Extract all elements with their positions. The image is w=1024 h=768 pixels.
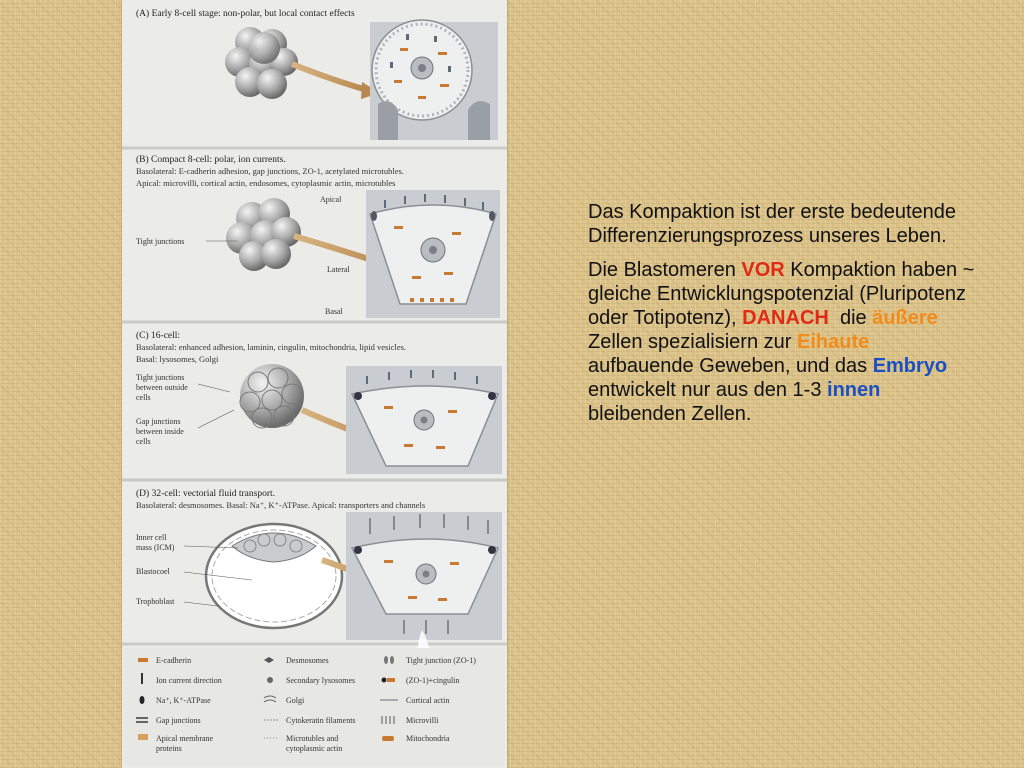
label-apical: Apical [320,195,342,204]
panel-b-basolateral: Basolateral: E-cadherin adhesion, gap junctions, ZO-1, acetylated microtubles. [136,166,404,176]
text-segment: Zellen spezialisiern zur [588,331,797,353]
text-segment: die [828,307,873,329]
arrow-icon [292,64,367,90]
highlight-eihaute: Eihaute [796,331,870,353]
legend-item: E-cadherin [156,656,192,665]
compaction-diagram [122,0,507,768]
legend-item: Golgi [286,696,305,705]
explanation-text [588,200,978,436]
legend-item: (ZO-1)+cingulin [406,676,460,685]
label-tight-junctions-c: Tight junctions [136,373,185,382]
cell-detail-c [346,366,502,474]
apical-protein-icon [138,734,148,740]
panel-d-basolateral: Basolateral: desmosomes. Basal: Na⁺, K⁺-ATPase. Apical: transporters and channels [136,500,426,510]
legend-item: Tight junction (ZO-1) [406,656,476,665]
blastocyst [206,524,342,628]
legend-item: Cortical actin [406,696,450,705]
label-trophoblast: Trophoblast [136,597,175,606]
lysosome-icon [267,677,273,683]
label-tight-junctions: Tight junctions [136,237,185,246]
text-segment: Die Blastomeren [588,259,742,281]
cell-detail-b [366,190,500,318]
embryo-8cell-sphere [225,27,298,99]
label-between-inside: between inside [136,427,184,436]
panel-d-title: (D) 32-cell: vectorial fluid transport. [136,489,276,499]
cingulin-icon [382,678,387,683]
text-segment: entwickelt nur aus den 1-3 [588,379,828,401]
label-inner-cell: Inner cell [136,533,167,542]
tight-junction-icon [384,656,388,664]
label-cells-outside: cells [136,393,151,402]
legend-item: Microvilli [406,716,439,725]
legend [124,648,505,766]
label-cells-inside: cells [136,437,151,446]
legend-item: Ion current direction [156,676,222,685]
cell-detail-a [370,20,498,140]
panel-c [136,330,502,474]
highlight-vor: VOR [741,259,785,281]
panel-a [136,8,498,140]
cell-detail-d [346,512,502,640]
text-segment: bleibenden Zellen. [588,403,752,425]
highlight-innen: innen [827,379,881,401]
label-icm: mass (ICM) [136,543,175,552]
label-lateral: Lateral [327,265,350,274]
label-between-outside: between outside [136,383,188,392]
legend-item: Gap junctions [156,716,201,725]
panel-b [136,154,500,318]
legend-item: cytoplasmic actin [286,744,343,753]
panel-c-basolateral: Basolateral: enhanced adhesion, laminin, cingulin, mitochondria, lipid vesicles. [136,342,407,352]
highlight-aeussere: äußere [872,307,938,329]
highlight-danach: DANACH [742,307,829,329]
panel-b-apical: Apical: microvilli, cortical actin, endosomes, cytoplasmic actin, microtubles [136,178,396,188]
label-basal: Basal [325,307,343,316]
mitochondria-icon [382,736,394,741]
legend-item: Microtubles and [286,734,339,743]
legend-item: Cytokeratin filaments [286,716,356,725]
legend-item: Desmosomes [286,656,329,665]
atpase-icon [140,696,145,704]
label-gap-junctions: Gap junctions [136,417,181,426]
legend-item: Secondary lysosomes [286,676,356,685]
text-segment: aufbauende Geweben, und das [588,355,873,377]
legend-item: Na⁺, K⁺-ATPase [156,696,211,705]
panel-c-basal: Basal: lysosomes, Golgi [136,354,219,364]
paragraph-1: Das Kompaktion ist der erste bedeutende Differenzierungsprozess unseres Leben. [588,201,956,247]
e-cadherin-icon [138,658,148,662]
embryo-16cell [240,364,304,428]
panel-b-title: (B) Compact 8-cell: polar, ion currents. [136,155,286,165]
legend-item: Apical membrane [156,734,214,743]
panel-c-title: (C) 16-cell: [136,331,181,341]
legend-item: Mitochondria [406,734,450,743]
highlight-embryo: Embryo [872,355,948,377]
panel-a-title: (A) Early 8-cell stage: non-polar, but local contact effects [136,9,355,19]
paragraph-2 [588,258,978,426]
legend-item: proteins [156,744,182,753]
label-blastocoel: Blastocoel [136,567,170,576]
text-segment: Kompaktion haben ~ gleiche Entwicklungspotenzial (Pluripotenz oder Totipotenz), [588,259,975,329]
compaction-figure [122,0,507,768]
embryo-compact-8cell [226,198,301,271]
